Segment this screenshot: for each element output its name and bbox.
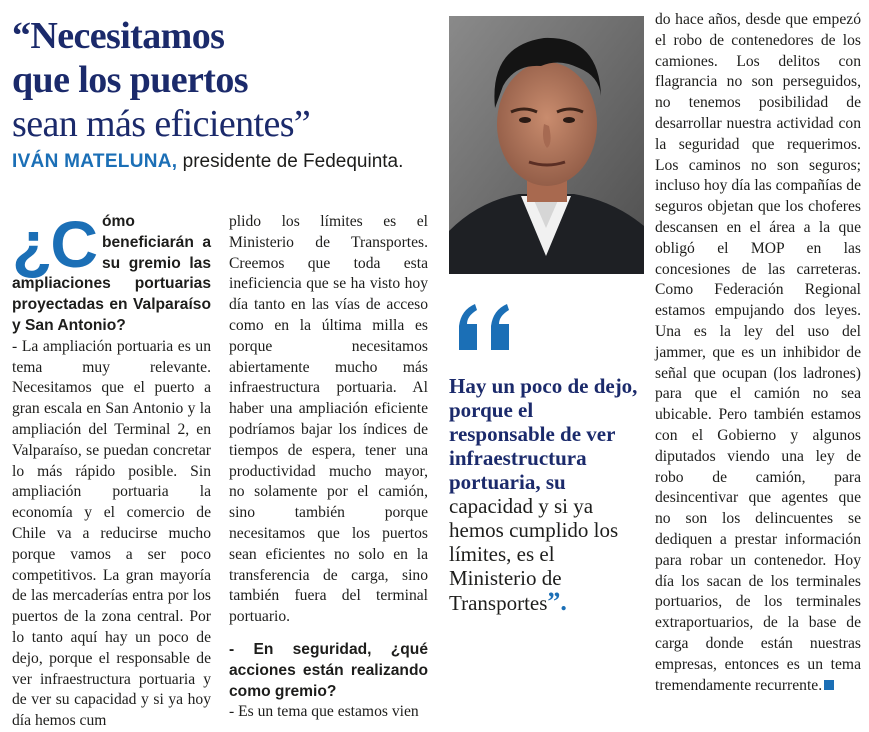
pull-quote-regular: capacidad y si ya hemos cumplido los límites, es el Ministerio de Transportes <box>449 494 619 615</box>
article-column-1 <box>12 207 211 732</box>
byline-name: IVÁN MATELUNA, <box>12 151 178 172</box>
pull-quote-close-mark: ”. <box>547 587 567 616</box>
byline-role: presidente de Fedequinta. <box>182 151 404 172</box>
open-quote-icon <box>455 302 535 352</box>
answer-1-part-2: plido los límites es el Ministerio de Transportes. Creemos que toda esta ineficiencia que se ha visto hoy día tanto en las vías de acceso como en la última milla es porque necesitamos abiertamente mucho más infraestructura portuaria. Al haber una ampliación eficiente podríamos bajar los índices de tiempos de espera, tener una productividad mucho mayor, no solamente por el camión, sino también porque necesitamos que los puertos sean eficientes no solo en la transferencia de carga, sino también fuera del terminal portuario. <box>229 213 428 626</box>
portrait-illustration <box>449 16 644 274</box>
drop-cap: ¿C <box>12 207 96 281</box>
pull-quote-bold: Hay un poco de dejo, porque el responsable de ver infraestructura portuaria, su <box>449 374 638 494</box>
question-1 <box>12 207 211 337</box>
byline <box>12 150 432 174</box>
pull-quote <box>449 374 639 615</box>
question-1-text: ómo beneficiarán a su gremio las ampliaciones portuarias proyectadas en Valparaíso y San Antonio? <box>12 213 211 334</box>
question-2: - En seguridad, ¿qué acciones están realizando como gremio? <box>229 640 428 700</box>
answer-2-text: do hace años, desde que empezó el robo de contenedores de los camiones. Los delitos con flagrancia no son perseguidos, no tenemos posibilidad de desarrollar nuestra actividad con la seguridad que requerimos. Los caminos no son seguros; incluso hoy día las compañías de seguros objetan que los choferes descansen en el área a la que obligó el MOP en las concesiones de las carreteras. Como Federación Regional estamos empujando dos leyes. Una es la ley del uso del jammer, que es un inhibidor de señal que ocupan (los ladrones) para que el camión no sea ubicable. Pero también estamos con el Gobierno y algunos diputados viendo una ley de robo de camión, para desincentivar que agentes que no son los delincuentes se dediquen a prestar información para robar un contenedor. Hoy día los sacan de los terminales portuarios, de los terminales extraportuarios, de la base de carga donde están nuestras empresas, entonces es un tema tremendamente recurrente. <box>655 11 861 694</box>
article-column-3 <box>655 10 861 696</box>
headline <box>12 14 432 146</box>
answer-2-part-2 <box>655 10 861 696</box>
headline-line-2: que los puertos <box>12 59 248 101</box>
end-square-icon <box>824 680 834 690</box>
answer-2-part-1: - Es un tema que estamos vien <box>229 703 419 721</box>
answer-1-part-1: - La ampliación portuaria es un tema muy relevante. Necesitamos que el puerto a gran escala en San Antonio y la ampliación del Terminal 2, en Valparaíso, se puedan concretar lo más rápido posible. Sin ampliación portuaria la economía y el comercio de Chile va a reducirse mucho porque vamos a ser poco competitivos. La gran mayoría de las mercaderías entra por los puertos de la zona central. Por lo tanto aquí hay un poco de dejo, porque el responsable de ver infraestructura portuaria y de ver su capacidad y si ya hoy día hemos cum <box>12 337 211 730</box>
headline-line-3: sean más eficientes” <box>12 103 311 145</box>
article-column-2 <box>229 212 428 723</box>
headline-line-1: “Necesitamos <box>12 15 225 57</box>
portrait-photo <box>449 16 644 274</box>
